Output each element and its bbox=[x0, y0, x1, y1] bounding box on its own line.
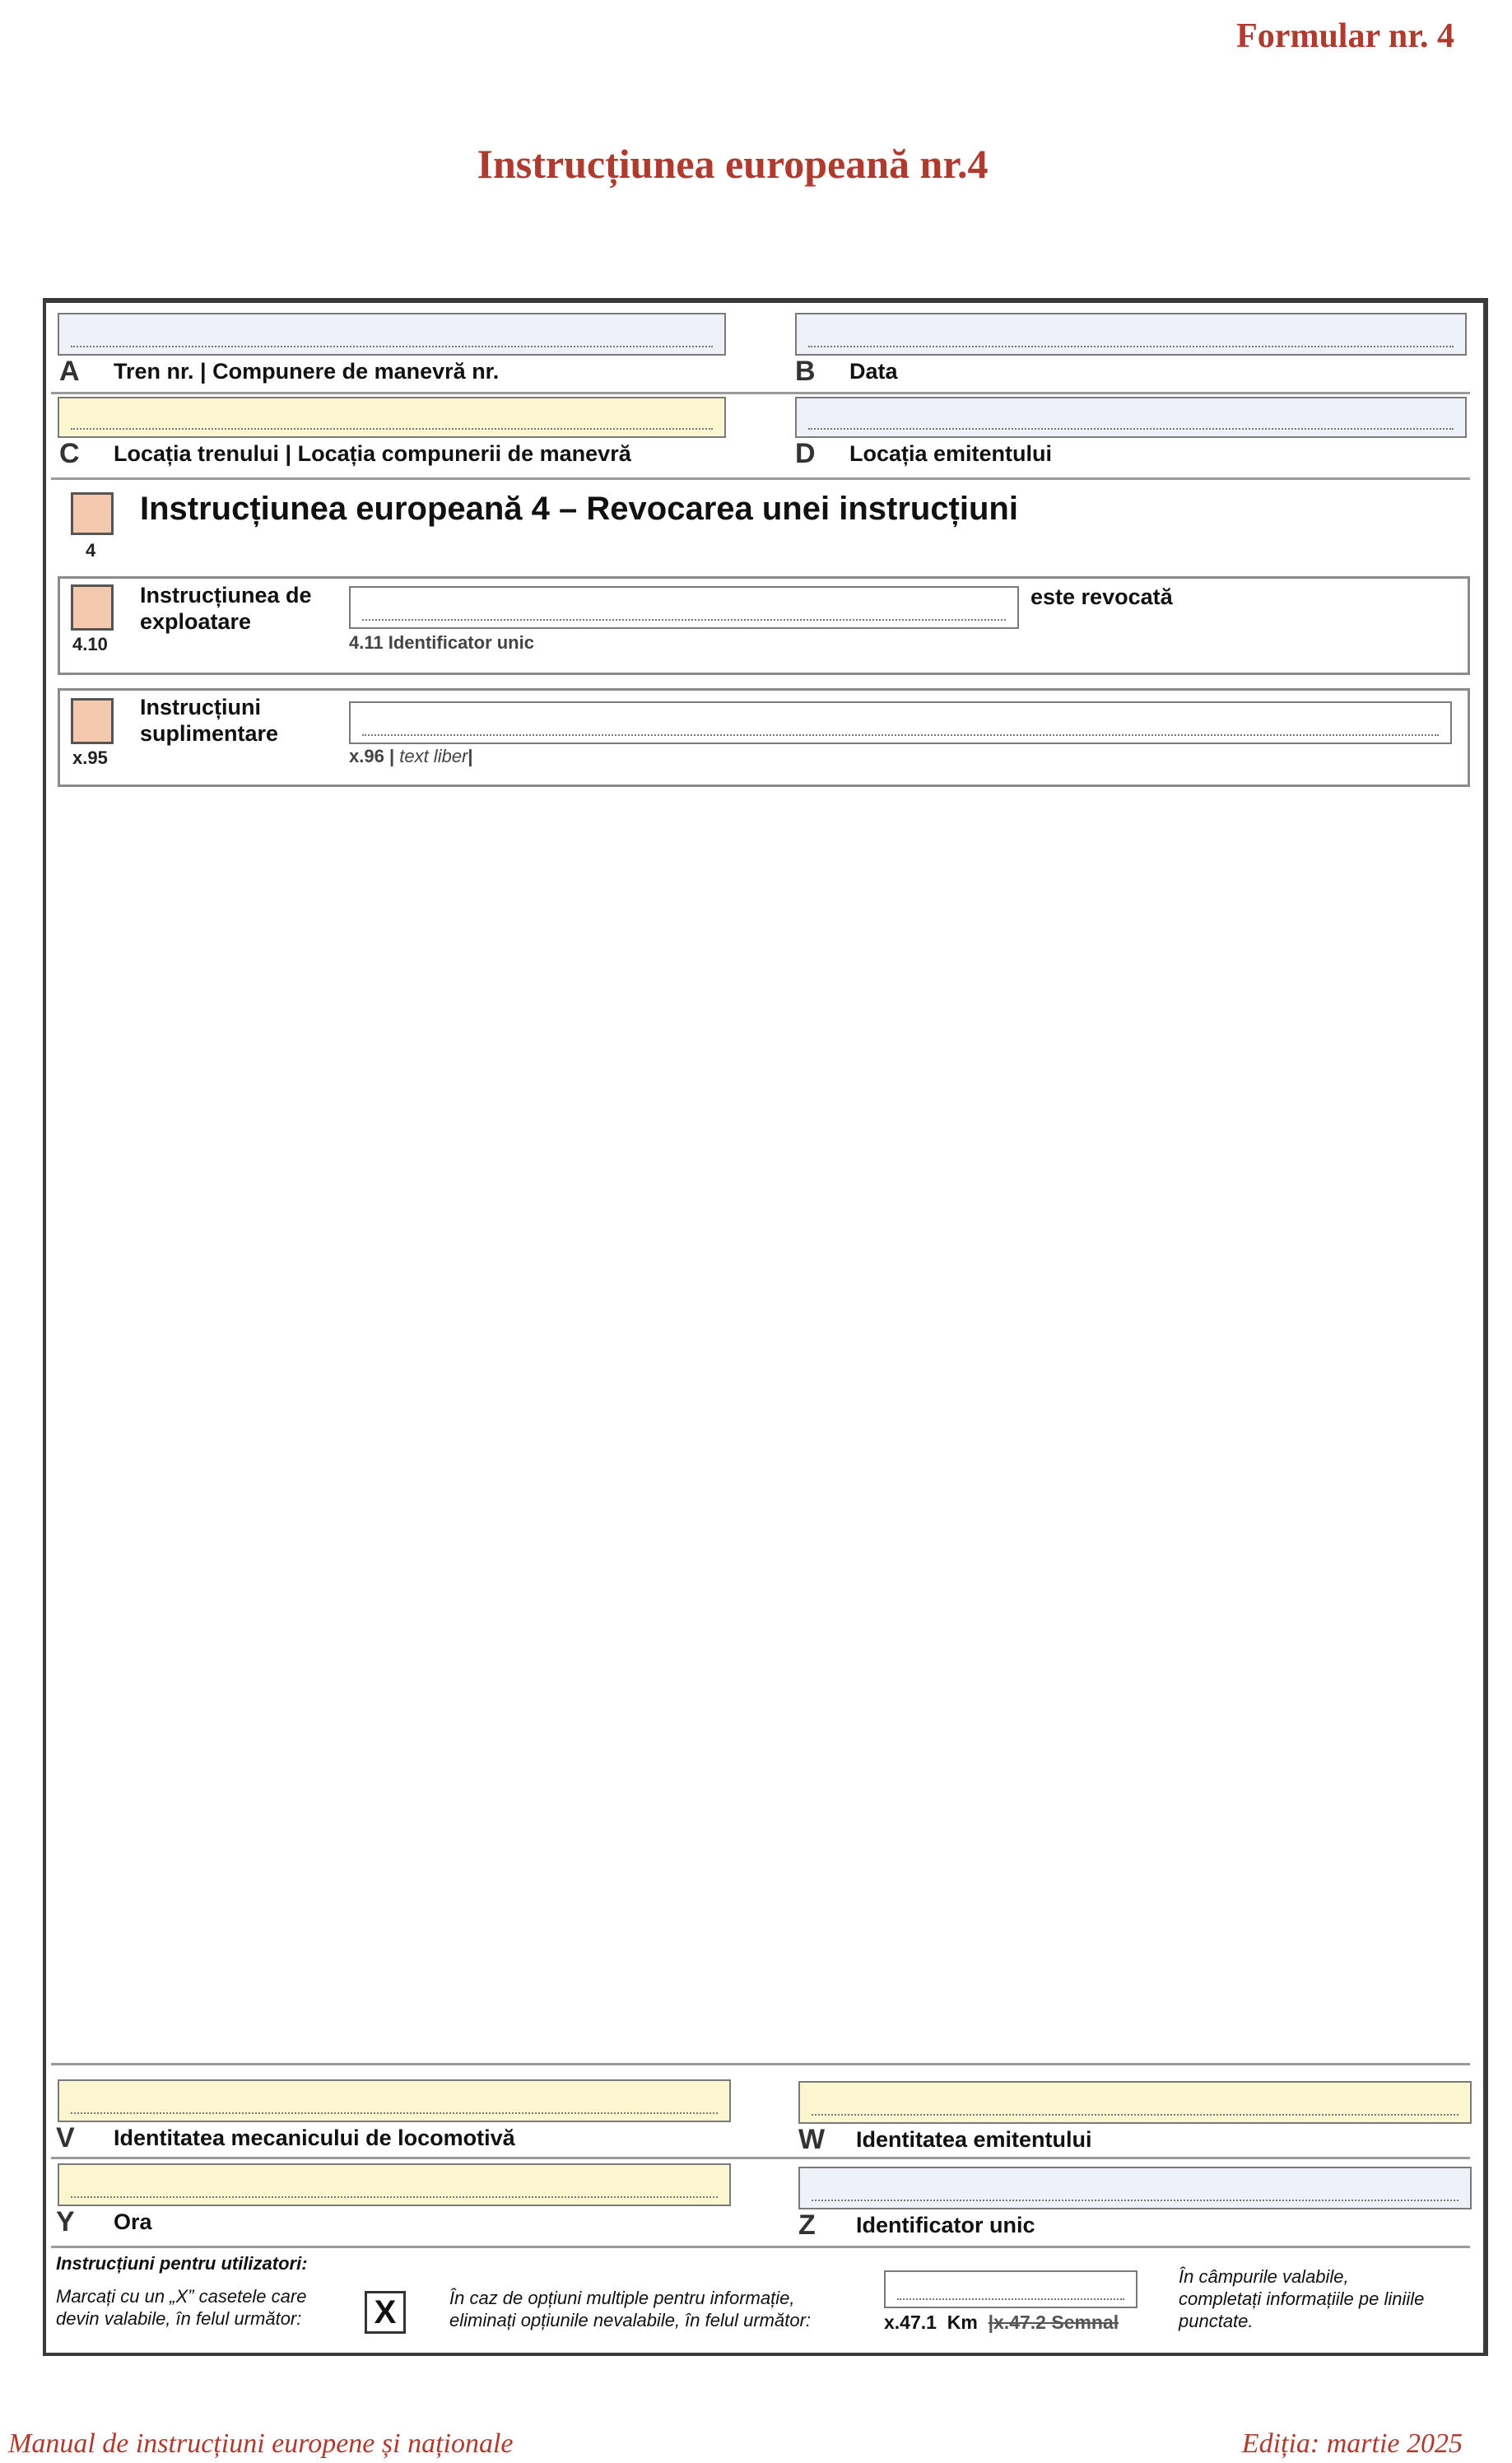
date-label: Data bbox=[849, 359, 898, 384]
issuer-location-field[interactable] bbox=[795, 397, 1467, 438]
mark-instruction-1: Marcați cu un „X” casetele care bbox=[56, 2286, 307, 2307]
free-text-input[interactable] bbox=[349, 701, 1452, 744]
divider bbox=[51, 392, 1470, 394]
operating-instruction-label-1: Instrucțiunea de bbox=[140, 583, 312, 608]
document-title: Instrucțiunea europeană nr.4 bbox=[477, 141, 989, 187]
driver-identity-field[interactable] bbox=[58, 2079, 731, 2122]
row-code-x95: x.95 bbox=[72, 747, 108, 768]
additional-instructions-label-1: Instrucțiuni bbox=[140, 695, 261, 719]
section-4-checkbox[interactable] bbox=[71, 492, 114, 535]
free-text-caption: x.96 | text liber| bbox=[349, 746, 473, 766]
section-code: 4 bbox=[86, 540, 96, 561]
field-letter-z: Z bbox=[798, 2209, 816, 2241]
footer-edition: Ediția: martie 2025 bbox=[1241, 2428, 1463, 2459]
unique-identifier-caption: 4.11 Identificator unic bbox=[349, 632, 534, 653]
divider bbox=[51, 2063, 1470, 2065]
train-number-field[interactable] bbox=[58, 313, 726, 356]
row-code-410: 4.10 bbox=[72, 634, 108, 654]
field-letter-v: V bbox=[56, 2122, 75, 2153]
train-number-label: Tren nr. | Compunere de manevră nr. bbox=[114, 359, 500, 384]
fill-instruction-3: punctate. bbox=[1179, 2311, 1254, 2331]
multi-option-instruction-2: eliminați opțiunile nevalabile, în felul următor: bbox=[449, 2310, 812, 2330]
field-letter-w: W bbox=[798, 2124, 826, 2155]
instructions-heading: Instrucțiuni pentru utilizatori: bbox=[56, 2253, 308, 2274]
divider bbox=[51, 2246, 1470, 2248]
example-options: x.47.1 Km |x.47.2 Semnal bbox=[884, 2312, 1119, 2333]
time-label: Ora bbox=[114, 2209, 152, 2234]
issuer-identity-label: Identitatea emitentului bbox=[856, 2127, 1092, 2152]
issuer-identity-field[interactable] bbox=[798, 2081, 1472, 2124]
time-field[interactable] bbox=[58, 2163, 731, 2206]
issuer-location-label: Locația emitentului bbox=[849, 441, 1053, 466]
train-location-field[interactable] bbox=[58, 397, 726, 438]
unique-identifier-label: Identificator unic bbox=[856, 2213, 1035, 2237]
fill-instruction-2: completați informațiile pe liniile bbox=[1179, 2288, 1425, 2309]
operating-instruction-checkbox[interactable] bbox=[71, 584, 114, 631]
operating-instruction-label-2: exploatare bbox=[140, 609, 252, 634]
revoked-label: este revocată bbox=[1030, 584, 1173, 609]
fill-instruction-1: În câmpurile valabile, bbox=[1179, 2266, 1349, 2287]
field-letter-y: Y bbox=[56, 2206, 75, 2237]
field-letter-a: A bbox=[59, 356, 80, 387]
example-field bbox=[884, 2270, 1137, 2308]
mark-instruction-2: devin valabile, în felul următor: bbox=[56, 2308, 302, 2329]
additional-instructions-label-2: suplimentare bbox=[140, 721, 279, 746]
additional-instructions-checkbox[interactable] bbox=[71, 698, 114, 744]
field-letter-b: B bbox=[795, 356, 816, 387]
section-title: Instrucțiunea europeană 4 – Revocarea unei instrucțiuni bbox=[140, 491, 1018, 527]
footer-manual-title: Manual de instrucțiuni europene și naționale bbox=[8, 2428, 514, 2459]
unique-identifier-field[interactable] bbox=[798, 2167, 1472, 2209]
x-mark-example: X bbox=[365, 2291, 406, 2334]
multi-option-instruction-1: În caz de opțiuni multiple pentru informație, bbox=[449, 2288, 795, 2308]
train-location-label: Locația trenului | Locația compunerii de manevră bbox=[114, 441, 631, 466]
form-number: Formular nr. 4 bbox=[1236, 17, 1454, 55]
divider bbox=[51, 2157, 1470, 2159]
field-letter-c: C bbox=[59, 438, 80, 469]
divider bbox=[51, 477, 1470, 480]
date-field[interactable] bbox=[795, 313, 1467, 356]
field-letter-d: D bbox=[795, 438, 816, 469]
unique-identifier-input[interactable] bbox=[349, 586, 1019, 629]
driver-identity-label: Identitatea mecanicului de locomotivă bbox=[114, 2125, 515, 2150]
